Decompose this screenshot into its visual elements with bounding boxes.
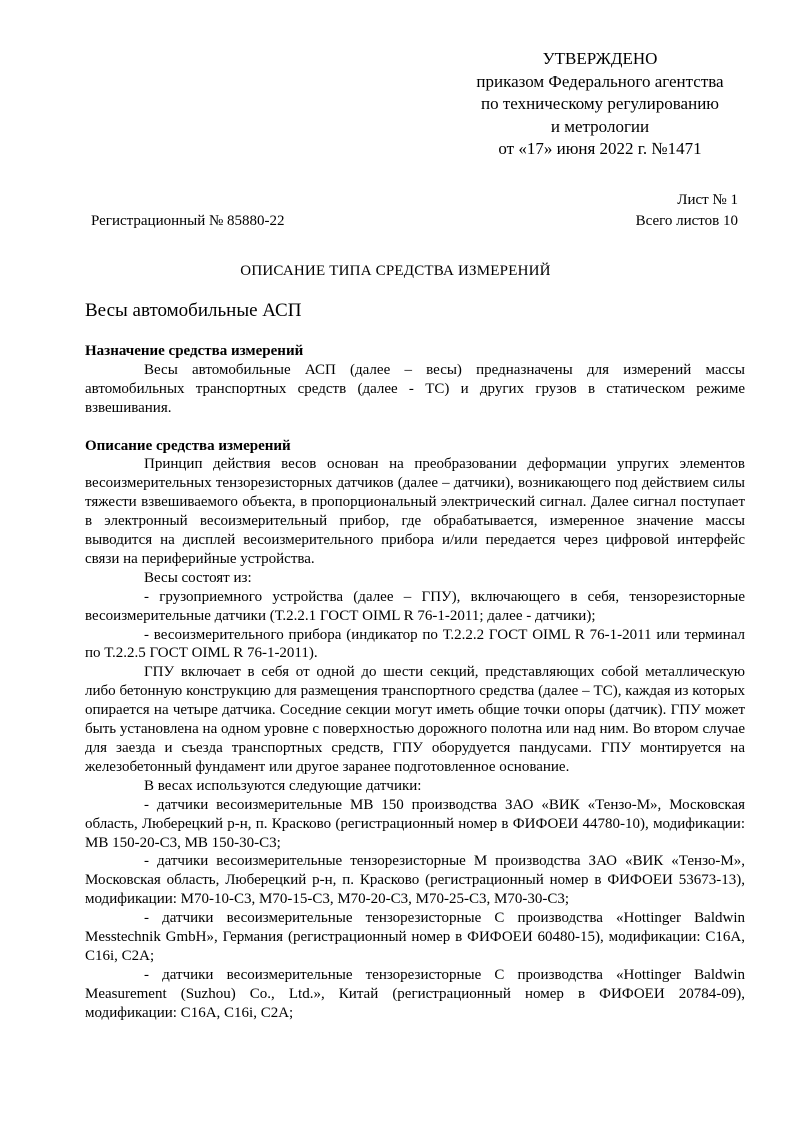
registration-number: Регистрационный № 85880-22	[91, 213, 285, 229]
document-title: ОПИСАНИЕ ТИПА СРЕДСТВА ИЗМЕРЕНИЙ	[240, 263, 551, 279]
description-paragraph: ГПУ включает в себя от одной до шести секций, представляющих собой металлическую либо бетонную конструкцию для размещения транспортного средства (далее – ТС), каждая из которых опирается на четыре датчика. Соседние секции могут иметь общие точки опоры (датчик). ГПУ может быть установлена на одном уровне с поверхностью дорожного полотна или над ним. Во втором случае для заезда и съезда транспортных средств, ГПУ оборудуется пандусами. ГПУ монтируется на железобетонный фундамент или другое заранее подготовленное основание.	[85, 664, 745, 775]
sheet-info	[636, 190, 738, 232]
approval-line: от «17» июня 2022 г. №1471	[498, 139, 702, 158]
approval-line: приказом Федерального агентства	[476, 71, 724, 91]
sensor-list-item: - датчики весоизмерительные тензорезисторные С производства «Hottinger Baldwin Measurement (Suzhou) Co., Ltd.», Китай (регистрационный номер в ФИФОЕИ 20784-09), модификации: С16А, С16i, С2А;	[85, 966, 745, 1021]
description-list-item: - грузоприемного устройства (далее – ГПУ), включающего в себя, тензорезисторные весоизмерительные датчики (Т.2.2.1 ГОСТ OIML R 76-1-2011; далее - датчики);	[85, 588, 745, 624]
sheet-number: Лист № 1	[677, 192, 738, 208]
instrument-name: Весы автомобильные АСП	[85, 300, 302, 321]
purpose-text: Весы автомобильные АСП (далее – весы) предназначены для измерений массы автомобильных транспортных средств (далее - ТС) и других грузов в статическом режиме взвешивания.	[85, 361, 745, 416]
approval-title: УТВЕРЖДЕНО	[542, 49, 658, 68]
description-paragraph: В весах используются следующие датчики:	[144, 777, 422, 794]
sensor-list-item: - датчики весоизмерительные тензорезисторные М производства ЗАО «ВИК «Тензо-М», Московская область, Люберецкий р-н, п. Красково (регистрационный номер в ФИФОЕИ 53673-13), модификации: М70-10-С3, М70-15-С3, М70-20-С3, М70-25-С3, М70-30-С3;	[85, 853, 745, 908]
section-gap	[85, 418, 745, 437]
sensor-list-item: - датчики весоизмерительные тензорезисторные С производства «Hottinger Baldwin Messtechnik GmbH», Германия (регистрационный номер в ФИФОЕИ 60480-15), модификации: С16А, С16i, С2А;	[85, 910, 745, 964]
description-paragraph: Принцип действия весов основан на преобразовании деформации упругих элементов весоизмерительных тензорезисторных датчиков (далее – датчики), возникающего под действием силы тяжести взвешиваемого объекта, в пропорциональный электрический сигнал. Далее сигнал поступает в электронный весоизмерительный прибор, где обрабатывается, измеренное значение массы выводится на дисплей весоизмерительного прибора и/или передается через цифровой интерфейс связи на периферийные устройства.	[85, 456, 745, 567]
approval-line: и метрологии	[550, 116, 650, 136]
description-heading: Описание средства измерений	[85, 437, 291, 454]
description-paragraph: Весы состоят из:	[144, 569, 252, 586]
sensor-list-item: - датчики весоизмерительные МВ 150 производства ЗАО «ВИК «Тензо-М», Московская область, Люберецкий р-н, п. Красково (регистрационный номер в ФИФОЕИ 44780-10), модификации: МВ 150-20-С3, МВ 150-30-С3;	[85, 796, 745, 851]
purpose-heading: Назначение средства измерений	[85, 343, 304, 359]
total-sheets: Всего листов 10	[635, 213, 738, 229]
description-list-item: - весоизмерительного прибора (индикатор по Т.2.2.2 ГОСТ OIML R 76-1-2011 или терминал по Т.2.2.5 ГОСТ OIML R 76-1-2011).	[85, 626, 745, 662]
document-body	[85, 342, 745, 1023]
approval-line: по техническому регулированию	[480, 94, 720, 113]
approval-block	[440, 48, 760, 161]
